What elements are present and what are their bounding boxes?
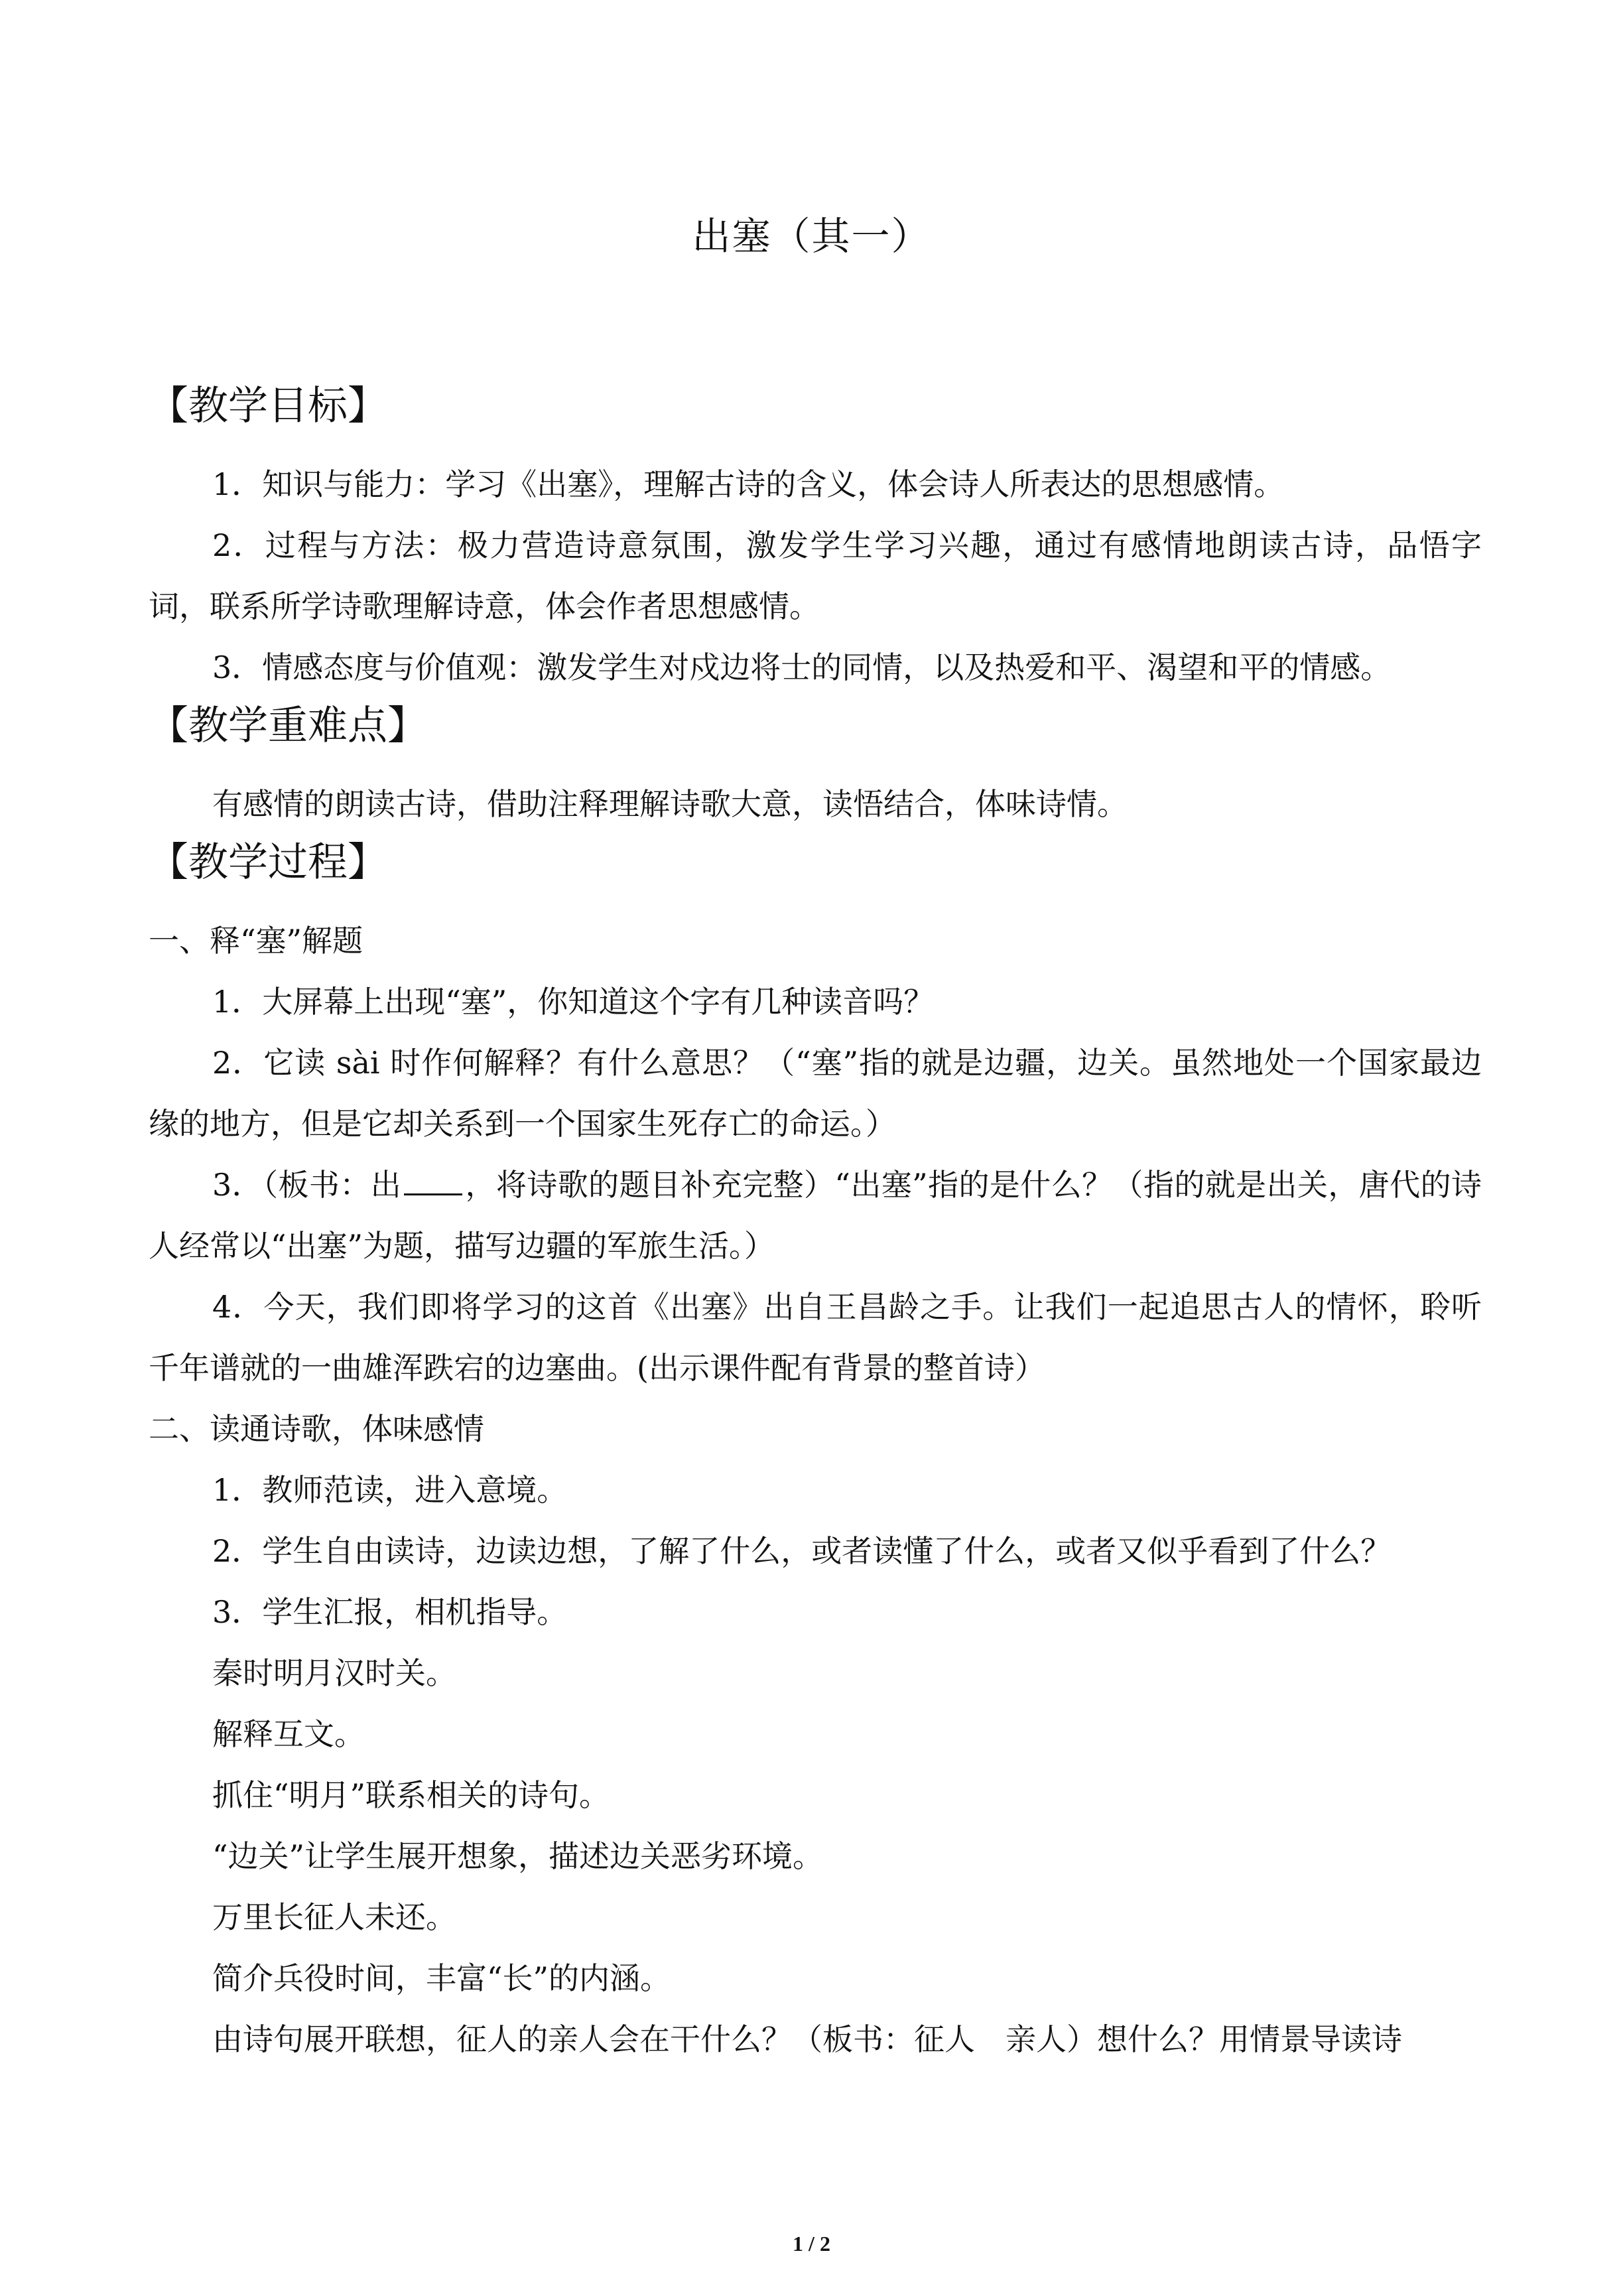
part2-item: 由诗句展开联想，征人的亲人会在干什么？（板书：征人 亲人）想什么？用情景导读诗	[212, 2021, 1402, 2057]
part2-item: 抓住“明月”联系相关的诗句。	[212, 1777, 610, 1813]
objective-item: 1．知识与能力：学习《出塞》，理解古诗的含义，体会诗人所表达的思想感情。	[212, 466, 1285, 502]
part1-item: 2．它读 sài 时作何解释？有什么意思？（“塞”指的就是边疆，边关。虽然地处一个国家最边缘的地方，但是它却关系到一个国家生死存亡的命运。）	[149, 1045, 1482, 1142]
part2-item: 简介兵役时间，丰富“长”的内涵。	[212, 1960, 671, 1996]
part1-item: 1．大屏幕上出现“塞”，你知道这个字有几种读音吗？	[212, 984, 935, 1020]
part1-item-3	[149, 1154, 1482, 1276]
item3-after-blank: ，将诗歌的题目补充完整）“出塞”指的是什么？（指的就是出关，唐代的诗人经常以“出塞”为题，描写边疆的军旅生活。）	[149, 1167, 1482, 1264]
poem-line: 万里长征人未还。	[212, 1899, 456, 1935]
keypoints-heading: 【教学重难点】	[149, 703, 427, 749]
part2-item: 1．教师范读，进入意境。	[212, 1472, 568, 1508]
poem-line: 秦时明月汉时关。	[212, 1655, 456, 1691]
objective-item: 3．情感态度与价值观：激发学生对戍边将士的同情，以及热爱和平、渴望和平的情感。	[212, 649, 1392, 685]
document-body	[149, 378, 1482, 2070]
objective-item: 2．过程与方法：极力营造诗意氛围，激发学生学习兴趣，通过有感情地朗读古诗，品悟字词，联系所学诗歌理解诗意，体会作者思想感情。	[149, 527, 1482, 624]
part2-item: “边关”让学生展开想象，描述边关恶劣环境。	[212, 1838, 824, 1874]
part2-item: 解释互文。	[212, 1716, 365, 1752]
process-heading: 【教学过程】	[149, 839, 387, 886]
objectives-heading: 【教学目标】	[149, 383, 387, 429]
part2-item: 3．学生汇报，相机指导。	[212, 1594, 568, 1630]
page-number: 1 / 2	[793, 2232, 830, 2256]
document-title: 出塞（其一）	[692, 214, 931, 259]
part1-title: 一、释“塞”解题	[149, 923, 363, 959]
item3-before-blank: 3．（板书：出	[212, 1167, 402, 1203]
keypoints-text: 有感情的朗读古诗，借助注释理解诗歌大意，读悟结合，体味诗情。	[212, 786, 1128, 822]
part1-item: 4．今天，我们即将学习的这首《出塞》出自王昌龄之手。让我们一起追思古人的情怀，聆听千年谱就的一曲雄浑跌宕的边塞曲。(出示课件配有背景的整首诗）	[149, 1289, 1482, 1386]
part2-item: 2．学生自由读诗，边读边想，了解了什么，或者读懂了什么，或者又似乎看到了什么？	[212, 1533, 1392, 1569]
part2-title: 二、读通诗歌，体味感情	[149, 1411, 484, 1447]
fill-in-blank	[404, 1167, 462, 1195]
